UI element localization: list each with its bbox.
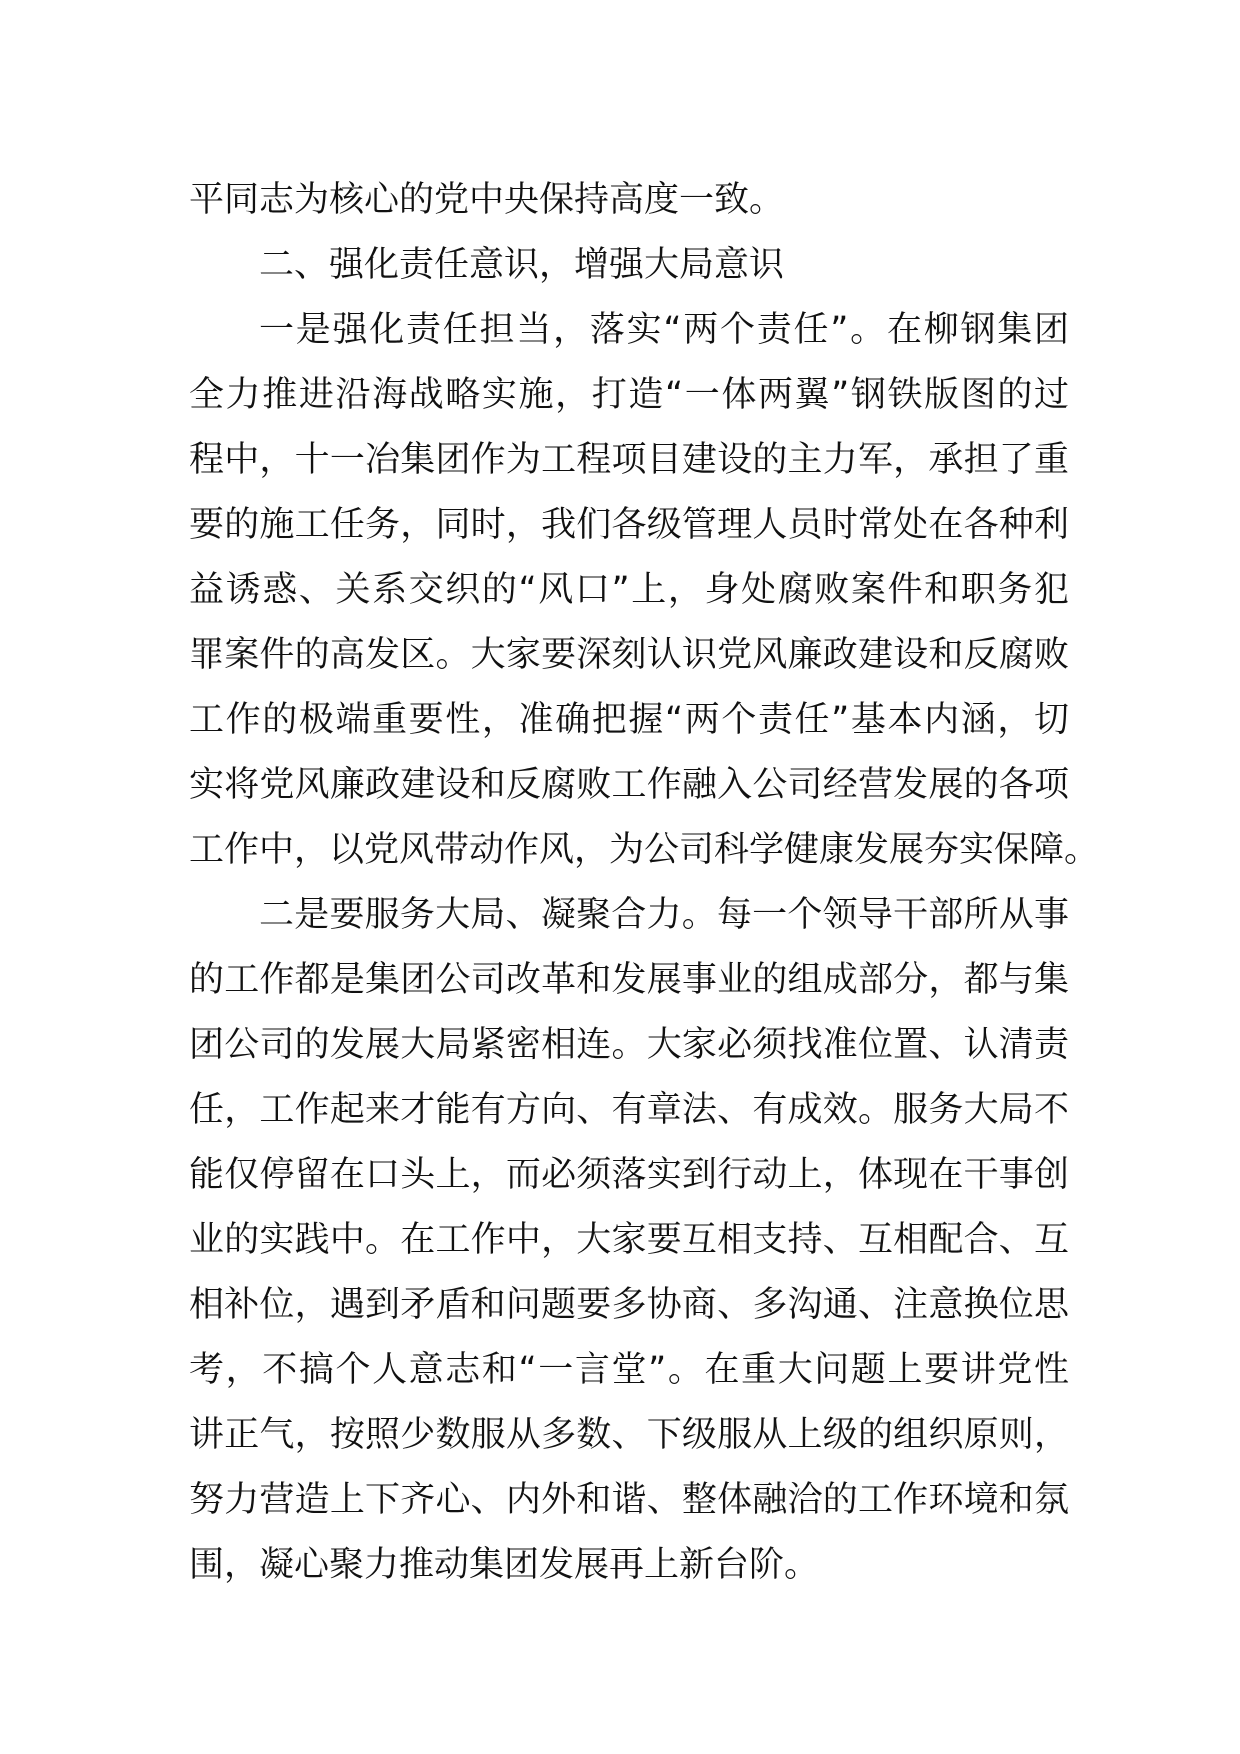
paragraph-line: 任，工作起来才能有方向、有章法、有成效。服务大局不: [189, 1090, 1069, 1130]
paragraph-line: 的工作都是集团公司改革和发展事业的组成部分，都与集: [189, 960, 1069, 1000]
paragraph-line: 围，凝心聚力推动集团发展再上新台阶。: [189, 1545, 820, 1585]
body-text: [189, 168, 1100, 1598]
paragraph-line: 努力营造上下齐心、内外和谐、整体融洽的工作环境和氛: [189, 1480, 1069, 1520]
paragraph-line: 业的实践中。在工作中，大家要互相支持、互相配合、互: [189, 1220, 1069, 1260]
paragraph-line: 相补位，遇到矛盾和问题要多协商、多沟通、注意换位思: [189, 1285, 1069, 1325]
paragraph-line: 益诱惑、关系交织的“风口”上，身处腐败案件和职务犯: [189, 570, 1069, 610]
paragraph-line: 工作的极端重要性，准确把握“两个责任”基本内涵，切: [189, 700, 1069, 740]
paragraph-line: 要的施工任务，同时，我们各级管理人员时常处在各种利: [189, 505, 1069, 545]
paragraph-line: 二是要服务大局、凝聚合力。每一个领导干部所从事: [259, 895, 1069, 935]
paragraph-line: 讲正气，按照少数服从多数、下级服从上级的组织原则，: [189, 1415, 1069, 1455]
paragraph-line: 工作中，以党风带动作风，为公司科学健康发展夯实保障。: [189, 830, 1100, 870]
paragraph-line: 能仅停留在口头上，而必须落实到行动上，体现在干事创: [189, 1155, 1069, 1195]
paragraph-line: 考，不搞个人意志和“一言堂”。在重大问题上要讲党性: [189, 1350, 1069, 1390]
paragraph-line: 全力推进沿海战略实施，打造“一体两翼”钢铁版图的过: [189, 375, 1069, 415]
paragraph-line: 罪案件的高发区。大家要深刻认识党风廉政建设和反腐败: [189, 635, 1069, 675]
paragraph-line: 平同志为核心的党中央保持高度一致。: [189, 180, 785, 220]
paragraph-line: 程中，十一冶集团作为工程项目建设的主力军，承担了重: [189, 440, 1069, 480]
paragraph-line: 团公司的发展大局紧密相连。大家必须找准位置、认清责: [189, 1025, 1069, 1065]
paragraph-line: 一是强化责任担当，落实“两个责任”。在柳钢集团: [259, 310, 1069, 350]
section-heading: 二、强化责任意识，增强大局意识: [259, 245, 785, 285]
paragraph-line: 实将党风廉政建设和反腐败工作融入公司经营发展的各项: [189, 765, 1069, 805]
